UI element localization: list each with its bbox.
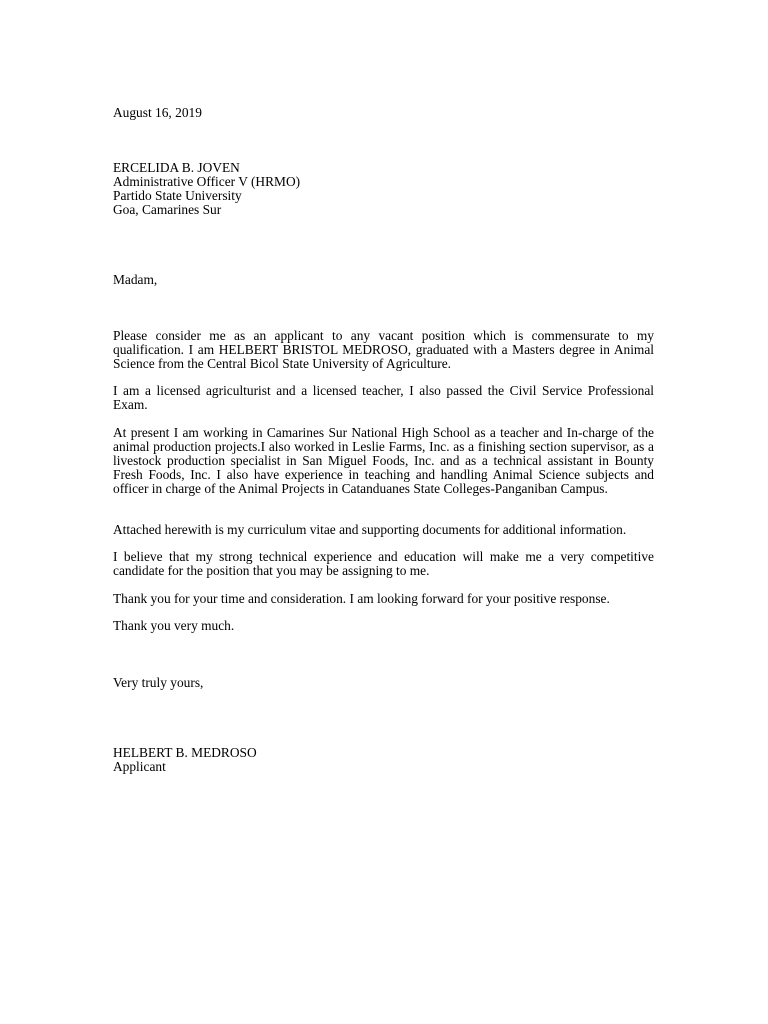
recipient-title: Administrative Officer V (HRMO) <box>113 174 301 189</box>
complimentary-closing <box>113 676 654 690</box>
closing-text: Very truly yours, <box>113 675 204 690</box>
body-paragraph-4: Attached herewith is my curriculum vitae and supporting documents for additional information. <box>113 522 627 537</box>
signer-role: Applicant <box>113 759 166 774</box>
recipient-address-block <box>113 161 654 217</box>
salutation <box>113 273 654 287</box>
body-paragraph-6: Thank you for your time and consideration. I am looking forward for your positive response. <box>113 591 610 606</box>
signature-block <box>113 746 654 774</box>
body-paragraph-7: Thank you very much. <box>113 618 235 633</box>
date-text: August 16, 2019 <box>113 105 202 120</box>
recipient-address: Goa, Camarines Sur <box>113 202 222 217</box>
recipient-name: ERCELIDA B. JOVEN <box>113 160 240 175</box>
salutation-text: Madam, <box>113 272 158 287</box>
letter-date <box>113 106 654 120</box>
body-paragraph-5: I believe that my strong technical experience and education will make me a very competitive candidate for the position that you may be assigning to me. <box>113 549 654 578</box>
body-paragraph-3: At present I am working in Camarines Sur National High School as a teacher and In-charge of the animal production projects.I also worked in Leslie Farms, Inc. as a finishing section supervisor, as a livestock production specialist in San Miguel Foods, Inc. and as a technical assistant in Bounty Fresh Foods, Inc. I also have experience in teaching and handling Animal Science subjects and officer in charge of the Animal Projects in Catanduanes State Colleges-Panganiban Campus. <box>113 425 654 496</box>
recipient-organization: Partido State University <box>113 188 242 203</box>
body-paragraph-1: Please consider me as an applicant to any vacant position which is commensurate to my qualification. I am HELBERT BRISTOL MEDROSO, graduated with a Masters degree in Animal Science from the Central Bicol State University of Agriculture. <box>113 328 654 371</box>
signer-name: HELBERT B. MEDROSO <box>113 745 257 760</box>
body-paragraph-2: I am a licensed agriculturist and a licensed teacher, I also passed the Civil Service Professional Exam. <box>113 383 654 412</box>
